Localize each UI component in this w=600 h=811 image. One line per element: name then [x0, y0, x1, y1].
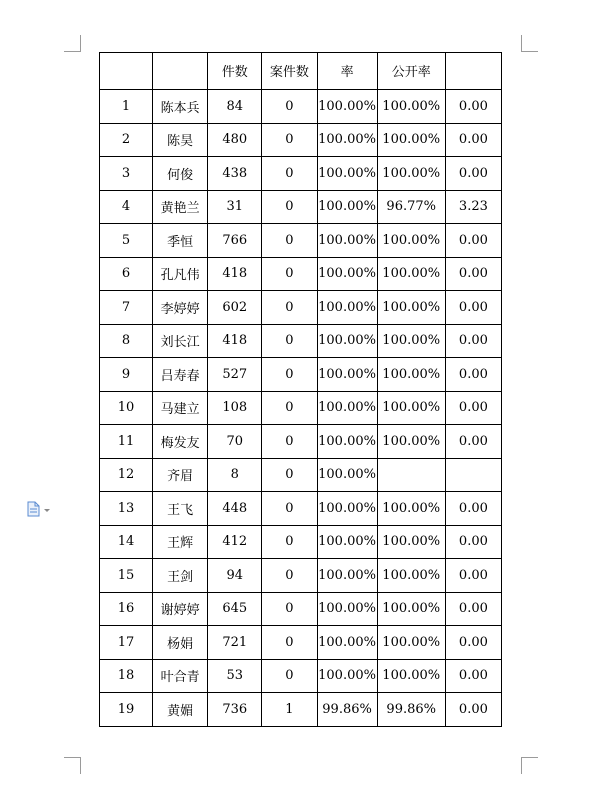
table-cell: 0.00	[445, 626, 501, 660]
table-row	[100, 291, 502, 325]
table-cell: 王辉	[153, 525, 208, 559]
table-cell: 刘长江	[153, 324, 208, 358]
table-cell: 黄艳兰	[153, 190, 208, 224]
table-cell: 53	[208, 659, 262, 693]
table-cell: 100.00%	[317, 90, 377, 124]
table-cell: 448	[208, 492, 262, 526]
table-cell	[445, 458, 501, 492]
table-cell: 5	[100, 224, 153, 258]
table-cell: 0.00	[445, 659, 501, 693]
table-cell: 100.00%	[377, 492, 445, 526]
table-cell: 0	[262, 291, 317, 325]
table-cell: 418	[208, 324, 262, 358]
table-cell: 100.00%	[317, 559, 377, 593]
header-cell	[100, 53, 153, 90]
table-cell: 0.00	[445, 257, 501, 291]
table-cell: 527	[208, 358, 262, 392]
table-cell: 吕寿春	[153, 358, 208, 392]
table-cell: 100.00%	[317, 224, 377, 258]
table-cell: 0	[262, 257, 317, 291]
table-cell: 0.00	[445, 492, 501, 526]
table-cell: 黄媚	[153, 693, 208, 727]
table-cell: 0.00	[445, 559, 501, 593]
table-cell: 100.00%	[377, 324, 445, 358]
table-cell: 100.00%	[377, 659, 445, 693]
table-cell: 100.00%	[377, 391, 445, 425]
table-cell: 100.00%	[317, 391, 377, 425]
table-cell: 96.77%	[377, 190, 445, 224]
table-cell: 8	[208, 458, 262, 492]
table-row	[100, 492, 502, 526]
table-cell: 100.00%	[377, 157, 445, 191]
table-cell: 480	[208, 123, 262, 157]
table-row	[100, 425, 502, 459]
table-cell: 100.00%	[317, 291, 377, 325]
table-cell: 418	[208, 257, 262, 291]
document-icon[interactable]	[26, 501, 52, 517]
table-cell: 0	[262, 525, 317, 559]
table-cell: 100.00%	[317, 358, 377, 392]
table-cell: 0	[262, 659, 317, 693]
table-cell: 0.00	[445, 693, 501, 727]
table-cell: 100.00%	[317, 626, 377, 660]
table-cell: 645	[208, 592, 262, 626]
table-cell: 0.00	[445, 391, 501, 425]
page-corner-mark-top-left	[64, 35, 81, 52]
table-cell: 100.00%	[377, 559, 445, 593]
table-cell: 100.00%	[377, 626, 445, 660]
page-corner-mark-bottom-left	[64, 757, 81, 774]
table-cell: 0	[262, 90, 317, 124]
table-row	[100, 324, 502, 358]
table-cell: 0	[262, 391, 317, 425]
table-cell: 12	[100, 458, 153, 492]
table-cell: 766	[208, 224, 262, 258]
table-cell: 100.00%	[317, 659, 377, 693]
table-cell: 100.00%	[377, 291, 445, 325]
table-cell: 100.00%	[377, 90, 445, 124]
table-cell: 梅发友	[153, 425, 208, 459]
header-cell: 率	[317, 53, 377, 90]
table-cell: 0	[262, 592, 317, 626]
table-row	[100, 224, 502, 258]
table-cell: 谢婷婷	[153, 592, 208, 626]
data-table	[99, 52, 502, 727]
table-cell: 99.86%	[317, 693, 377, 727]
table-cell: 0.00	[445, 525, 501, 559]
table-cell: 18	[100, 659, 153, 693]
table-header-row	[100, 53, 502, 90]
table-row	[100, 592, 502, 626]
table-cell: 100.00%	[377, 525, 445, 559]
table-cell: 齐眉	[153, 458, 208, 492]
header-cell	[153, 53, 208, 90]
table-cell: 陈昊	[153, 123, 208, 157]
header-cell: 公开率	[377, 53, 445, 90]
table-cell: 0.00	[445, 425, 501, 459]
table-cell: 17	[100, 626, 153, 660]
table-cell: 100.00%	[377, 358, 445, 392]
table-cell: 100.00%	[317, 324, 377, 358]
table-cell: 叶合青	[153, 659, 208, 693]
table-cell: 马建立	[153, 391, 208, 425]
table-row	[100, 525, 502, 559]
table-row	[100, 659, 502, 693]
table-cell: 100.00%	[377, 592, 445, 626]
table-cell: 0.00	[445, 592, 501, 626]
table-cell: 杨娟	[153, 626, 208, 660]
table-row	[100, 693, 502, 727]
table-cell: 100.00%	[317, 157, 377, 191]
table-cell: 1	[262, 693, 317, 727]
table-cell: 0	[262, 324, 317, 358]
table-row	[100, 123, 502, 157]
table-row	[100, 257, 502, 291]
table-cell: 11	[100, 425, 153, 459]
page-corner-mark-bottom-right	[521, 757, 538, 774]
table-cell: 84	[208, 90, 262, 124]
table-cell: 14	[100, 525, 153, 559]
table-cell: 31	[208, 190, 262, 224]
table-cell: 99.86%	[377, 693, 445, 727]
table-cell: 7	[100, 291, 153, 325]
table-cell: 100.00%	[377, 123, 445, 157]
table-row	[100, 391, 502, 425]
table-cell: 438	[208, 157, 262, 191]
table-row	[100, 190, 502, 224]
table-cell: 100.00%	[377, 224, 445, 258]
table-cell: 108	[208, 391, 262, 425]
table-cell: 0	[262, 190, 317, 224]
table-cell: 何俊	[153, 157, 208, 191]
table-cell: 8	[100, 324, 153, 358]
table-cell: 100.00%	[317, 458, 377, 492]
table-cell	[377, 458, 445, 492]
table-cell: 0.00	[445, 291, 501, 325]
table-cell: 13	[100, 492, 153, 526]
table-cell: 100.00%	[317, 592, 377, 626]
table-cell: 100.00%	[317, 257, 377, 291]
table-cell: 0.00	[445, 90, 501, 124]
header-cell: 案件数	[262, 53, 317, 90]
table-cell: 0.00	[445, 324, 501, 358]
table-cell: 2	[100, 123, 153, 157]
table-cell: 0	[262, 358, 317, 392]
table-cell: 6	[100, 257, 153, 291]
table-cell: 100.00%	[317, 425, 377, 459]
table-row	[100, 358, 502, 392]
table-row	[100, 626, 502, 660]
table-cell: 0.00	[445, 157, 501, 191]
table-cell: 李婷婷	[153, 291, 208, 325]
table-cell: 736	[208, 693, 262, 727]
table-row	[100, 559, 502, 593]
table-cell: 721	[208, 626, 262, 660]
table-cell: 季恒	[153, 224, 208, 258]
table-cell: 0	[262, 458, 317, 492]
header-cell	[445, 53, 501, 90]
page-corner-mark-top-right	[521, 35, 538, 52]
table-cell: 100.00%	[317, 123, 377, 157]
table-cell: 3	[100, 157, 153, 191]
table-cell: 100.00%	[317, 525, 377, 559]
table-cell: 94	[208, 559, 262, 593]
table-cell: 王飞	[153, 492, 208, 526]
table-row	[100, 458, 502, 492]
table-cell: 0	[262, 425, 317, 459]
table-cell: 0	[262, 626, 317, 660]
table-cell: 孔凡伟	[153, 257, 208, 291]
table-cell: 100.00%	[377, 257, 445, 291]
table-cell: 19	[100, 693, 153, 727]
table-cell: 0.00	[445, 123, 501, 157]
table-cell: 602	[208, 291, 262, 325]
table-cell: 0	[262, 224, 317, 258]
table-cell: 412	[208, 525, 262, 559]
table-cell: 4	[100, 190, 153, 224]
table-row	[100, 90, 502, 124]
table-cell: 3.23	[445, 190, 501, 224]
table-cell: 王剑	[153, 559, 208, 593]
table-cell: 100.00%	[377, 425, 445, 459]
table-cell: 16	[100, 592, 153, 626]
table-cell: 0	[262, 559, 317, 593]
table-cell: 100.00%	[317, 190, 377, 224]
table-cell: 0	[262, 157, 317, 191]
table-cell: 9	[100, 358, 153, 392]
table-cell: 10	[100, 391, 153, 425]
table-cell: 100.00%	[317, 492, 377, 526]
table-cell: 70	[208, 425, 262, 459]
table-cell: 陈本兵	[153, 90, 208, 124]
table-row	[100, 157, 502, 191]
header-cell: 件数	[208, 53, 262, 90]
table-cell: 0.00	[445, 224, 501, 258]
chevron-down-icon	[44, 509, 50, 512]
table-cell: 1	[100, 90, 153, 124]
table-cell: 0	[262, 123, 317, 157]
table-cell: 15	[100, 559, 153, 593]
table-cell: 0	[262, 492, 317, 526]
table-cell: 0.00	[445, 358, 501, 392]
